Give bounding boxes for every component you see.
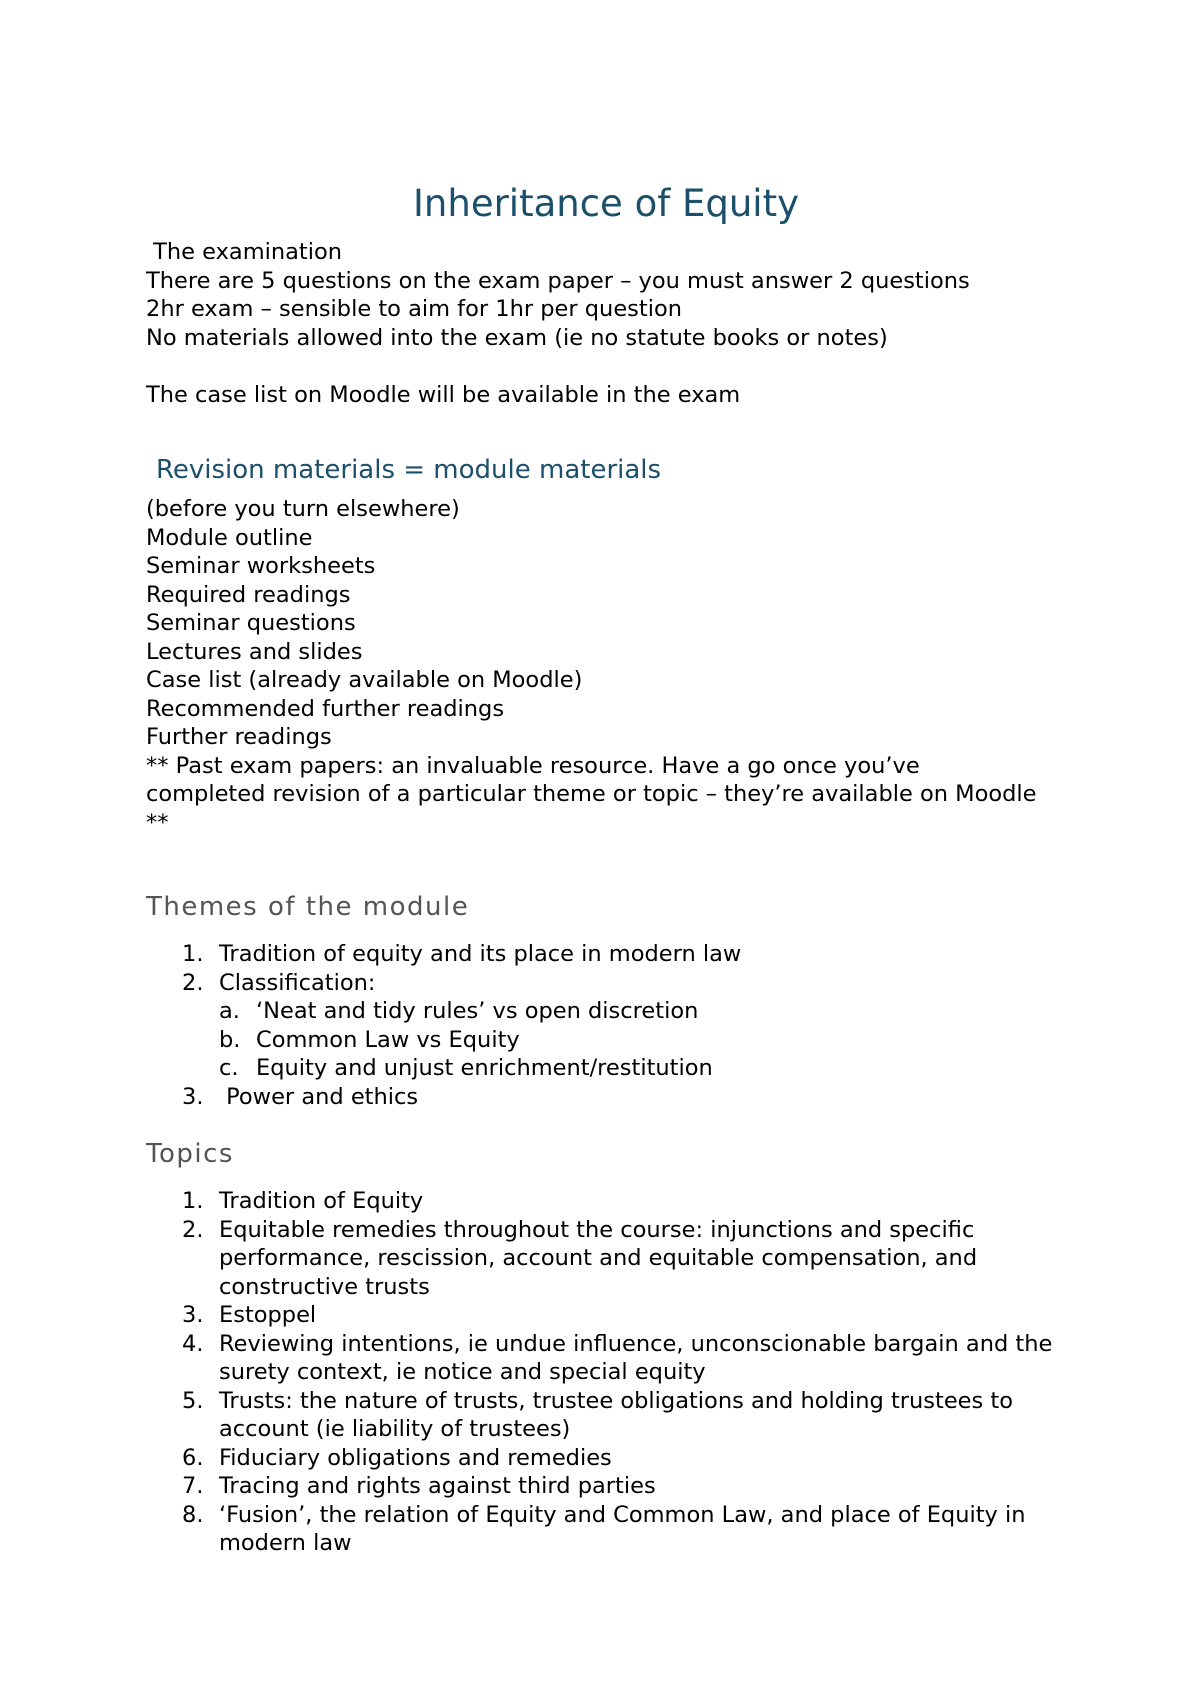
list-item — [146, 1330, 1056, 1387]
exam-section — [146, 238, 1066, 409]
list-text: Common Law vs Equity — [256, 1026, 520, 1053]
case-list-note: The case list on Moodle will be available in the exam — [146, 381, 741, 408]
list-text: Power and ethics — [219, 1083, 419, 1110]
revision-list — [146, 495, 1066, 837]
themes-heading: Themes of the module — [146, 892, 470, 922]
themes-list — [146, 940, 1066, 1111]
list-number: 2. — [182, 969, 204, 996]
list-text: Equitable remedies throughout the course: injunctions and specific performance, rescission, account and equitable compensation, and constructive trusts — [219, 1216, 978, 1300]
list-text: Estoppel — [219, 1302, 317, 1328]
list-number: 1. — [182, 941, 204, 967]
revision-item: Further readings — [146, 724, 332, 750]
list-number: a. — [219, 998, 240, 1024]
list-number: 6. — [182, 1444, 204, 1471]
list-text: Tradition of equity and its place in modern law — [219, 941, 742, 967]
list-item — [146, 1387, 1056, 1444]
list-item — [146, 1501, 1056, 1558]
exam-heading: The examination — [146, 239, 343, 265]
list-text: Trusts: the nature of trusts, trustee obligations and holding trustees to account (ie liability of trustees) — [219, 1387, 1013, 1442]
list-item — [146, 969, 1066, 998]
list-item — [146, 1472, 1056, 1501]
past-papers-note: ** Past exam papers: an invaluable resource. Have a go once you’ve completed revision of a particular theme or topic – they’re available on Moodle ** — [146, 752, 1037, 836]
list-text: Reviewing intentions, ie undue influence, unconscionable bargain and the surety context, ie notice and special equity — [219, 1330, 1053, 1385]
list-number: 3. — [182, 1083, 204, 1110]
list-number: 7. — [182, 1473, 204, 1499]
revision-item: Seminar worksheets — [146, 553, 376, 579]
sub-list-item — [146, 1054, 1066, 1083]
sub-list-item — [146, 1026, 1066, 1055]
list-item — [146, 1216, 1056, 1302]
list-number: 4. — [182, 1330, 204, 1357]
list-text: ‘Neat and tidy rules’ vs open discretion — [256, 998, 699, 1024]
revision-heading: Revision materials = module materials — [156, 455, 662, 485]
list-text: Tracing and rights against third parties — [219, 1473, 656, 1499]
list-text: Equity and unjust enrichment/restitution — [256, 1055, 713, 1081]
exam-line: There are 5 questions on the exam paper – you must answer 2 questions — [146, 267, 970, 294]
exam-line: No materials allowed into the exam (ie no statute books or notes) — [146, 324, 888, 351]
list-item — [146, 1444, 1056, 1473]
list-number: 1. — [182, 1188, 204, 1214]
topics-heading: Topics — [146, 1139, 234, 1169]
exam-line: 2hr exam – sensible to aim for 1hr per question — [146, 296, 682, 322]
list-number: 8. — [182, 1501, 204, 1528]
list-text: ‘Fusion’, the relation of Equity and Common Law, and place of Equity in modern law — [219, 1501, 1026, 1556]
revision-item: Module outline — [146, 524, 313, 551]
page-title: Inheritance of Equity — [413, 182, 799, 225]
list-text: Fiduciary obligations and remedies — [219, 1444, 612, 1471]
list-text: Classification: — [219, 969, 376, 996]
list-text: Tradition of Equity — [219, 1188, 424, 1214]
list-number: b. — [219, 1026, 241, 1053]
revision-item: (before you turn elsewhere) — [146, 496, 460, 522]
revision-item: Seminar questions — [146, 610, 356, 636]
sub-list-item — [146, 997, 1066, 1026]
list-number: 5. — [182, 1387, 204, 1414]
list-item — [146, 940, 1066, 969]
list-number: c. — [219, 1055, 239, 1081]
revision-item: Case list (already available on Moodle) — [146, 667, 583, 693]
revision-item: Required readings — [146, 581, 351, 608]
revision-item: Lectures and slides — [146, 638, 363, 665]
list-item — [146, 1187, 1056, 1216]
list-item — [146, 1083, 1066, 1112]
list-number: 2. — [182, 1216, 204, 1243]
revision-item: Recommended further readings — [146, 695, 505, 722]
list-item — [146, 1301, 1056, 1330]
list-number: 3. — [182, 1302, 204, 1328]
topics-list — [146, 1187, 1056, 1558]
